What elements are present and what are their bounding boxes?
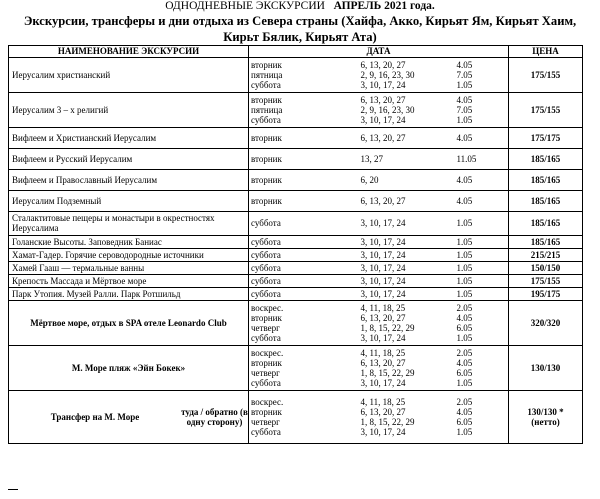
dates: 6, 13, 20, 27 [360, 357, 406, 368]
weekday: воскрес. [251, 347, 284, 358]
price-cell [509, 211, 583, 235]
dates: 3, 10, 17, 24 [360, 377, 406, 388]
weekday: суббота [251, 114, 281, 125]
time: 1.05 [456, 262, 473, 273]
header-title: ОДНОДНЕВНЫЕ ЭКСКУРСИИ [165, 0, 325, 12]
dates: 3, 10, 17, 24 [360, 426, 406, 437]
price: 175/155 [530, 275, 561, 286]
header-month: АПРЕЛЬ 2021 года. [333, 0, 435, 12]
excursion-name: Мёртвое море, отдых в SPA отеле Leonardo Club [9, 300, 249, 345]
dates: 13, 27 [360, 153, 383, 164]
table-row [9, 274, 583, 287]
date-line [361, 60, 509, 70]
time: 1.05 [456, 426, 473, 437]
weekday: четверг [251, 367, 280, 378]
price: 185/165 [530, 236, 561, 247]
price: 185/165 [530, 218, 561, 228]
table-row [9, 148, 583, 169]
date-line [361, 218, 509, 228]
dates-cell [359, 248, 509, 261]
time: 4.05 [456, 94, 473, 105]
dates-cell [359, 211, 509, 235]
dates-cell [359, 300, 509, 345]
date-line [361, 237, 509, 247]
dates-cell [359, 345, 509, 390]
weekday: суббота [251, 332, 281, 343]
price: 175/155 [530, 104, 561, 115]
dates: 6, 13, 20, 27 [360, 406, 406, 417]
price-cell [509, 274, 583, 287]
time: 2.05 [456, 302, 473, 313]
date-line [361, 115, 509, 125]
weekday: вторник [251, 132, 282, 143]
table-row [9, 169, 583, 190]
price-cell [509, 235, 583, 248]
weekday: суббота [251, 236, 281, 247]
weekday: пятница [251, 69, 283, 80]
date-line [361, 80, 509, 90]
date-line [361, 417, 509, 427]
header-line-1 [0, 0, 600, 12]
dates-cell [359, 92, 509, 127]
date-line [361, 333, 509, 343]
date-line [361, 323, 509, 333]
price-cell [509, 148, 583, 169]
date-line [361, 407, 509, 417]
price: 150/150 [530, 262, 561, 273]
time: 6.05 [456, 322, 473, 333]
date-line [361, 348, 509, 358]
table-row [9, 287, 583, 300]
date-line [361, 250, 509, 260]
time: 1.05 [456, 332, 473, 343]
excursion-name: Хамат-Гадер. Горячие сероводородные источники [9, 248, 249, 261]
price: 130/130 [530, 362, 561, 373]
date-line [361, 196, 509, 206]
excursion-name-cell [9, 390, 249, 443]
dates: 3, 10, 17, 24 [360, 236, 406, 247]
excursion-name: Сталактитовые пещеры и монастыри в окрестностях Иерусалима [9, 211, 249, 235]
price: 175/175 [530, 132, 561, 143]
weekday: вторник [251, 174, 282, 185]
weekday-cell [249, 211, 359, 235]
weekday: суббота [251, 218, 281, 228]
time: 1.05 [456, 218, 473, 228]
time: 4.05 [456, 59, 473, 70]
price: 320/320 [530, 317, 561, 328]
price-cell [509, 127, 583, 148]
dates: 6, 13, 20, 27 [360, 312, 406, 323]
date-line [361, 368, 509, 378]
table-row [9, 390, 583, 443]
weekday: суббота [251, 79, 281, 90]
date-line [361, 263, 509, 273]
dates: 3, 10, 17, 24 [360, 249, 406, 260]
weekday-cell [249, 345, 359, 390]
excursion-name: Вифлеем и Русский Иерусалим [9, 148, 249, 169]
dates: 1, 8, 15, 22, 29 [360, 416, 415, 427]
excursion-name: Голанские Высоты. Заповедник Баниас [9, 235, 249, 248]
weekday: вторник [251, 312, 282, 323]
price: 185/165 [530, 195, 561, 206]
table-row [9, 345, 583, 390]
dates-cell [359, 169, 509, 190]
weekday-cell [249, 57, 359, 92]
dates-cell [359, 390, 509, 443]
weekday: воскрес. [251, 396, 284, 407]
price: 130/130 * [527, 406, 564, 417]
dates: 4, 11, 18, 25 [360, 302, 406, 313]
weekday: воскрес. [251, 302, 284, 313]
price-cell [509, 345, 583, 390]
weekday-cell [249, 261, 359, 274]
table-row [9, 57, 583, 92]
excursion-note: туда / обратно (в одну сторону) [181, 406, 248, 427]
dates-cell [359, 127, 509, 148]
weekday: суббота [251, 275, 281, 286]
dates: 4, 11, 18, 25 [360, 347, 406, 358]
dates: 6, 13, 20, 27 [360, 59, 406, 70]
excursion-name: М. Море пляж «Эйн Бокек» [9, 345, 249, 390]
price-cell [509, 190, 583, 211]
dates-cell [359, 274, 509, 287]
dates: 3, 10, 17, 24 [360, 114, 406, 125]
weekday: суббота [251, 426, 281, 437]
excursion-name: Вифлеем и Христианский Иерусалим [9, 127, 249, 148]
excursion-name: Иерусалим христианский [9, 57, 249, 92]
weekday: вторник [251, 59, 282, 70]
date-line [361, 133, 509, 143]
price-cell [509, 261, 583, 274]
dates: 2, 9, 16, 23, 30 [360, 104, 415, 115]
dates-cell [359, 261, 509, 274]
time: 1.05 [456, 114, 473, 125]
dates: 3, 10, 17, 24 [360, 275, 406, 286]
weekday-cell [249, 92, 359, 127]
weekday-cell [249, 148, 359, 169]
time: 7.05 [456, 104, 473, 115]
header-subtitle: Экскурсии, трансферы и дни отдыха из Севера страны (Хайфа, Акко, Кирьят Ям, Кирьят Хаим, [23, 14, 577, 28]
footer-divider [8, 489, 18, 490]
price-cell [509, 92, 583, 127]
time: 2.05 [456, 396, 473, 407]
date-line [361, 154, 509, 164]
dates-cell [359, 235, 509, 248]
header-subtitle-cities: Кирьт Бялик, Кирьят Ата) [223, 30, 377, 44]
dates: 6, 20 [360, 174, 379, 185]
weekday: четверг [251, 416, 280, 427]
weekday-cell [249, 390, 359, 443]
table-row [9, 127, 583, 148]
dates: 3, 10, 17, 24 [360, 218, 406, 228]
date-line [361, 289, 509, 299]
date-line [361, 105, 509, 115]
weekday-cell [249, 235, 359, 248]
dates: 2, 9, 16, 23, 30 [360, 69, 415, 80]
weekday: суббота [251, 262, 281, 273]
price: 195/175 [530, 288, 561, 299]
dates-cell [359, 57, 509, 92]
weekday: суббота [251, 377, 281, 388]
excursion-name: Иерусалим Подземный [9, 190, 249, 211]
excursions-table [8, 45, 583, 444]
dates: 6, 13, 20, 27 [360, 132, 406, 143]
date-line [361, 276, 509, 286]
time: 4.05 [456, 174, 473, 185]
dates: 3, 10, 17, 24 [360, 79, 406, 90]
weekday: вторник [251, 406, 282, 417]
weekday-cell [249, 287, 359, 300]
date-line [361, 378, 509, 388]
weekday-cell [249, 300, 359, 345]
date-line [361, 427, 509, 437]
excursion-name: Парк Утопия. Музей Ралли. Парк Ротшильд [9, 287, 249, 300]
time: 1.05 [456, 236, 473, 247]
time: 4.05 [456, 312, 473, 323]
weekday: суббота [251, 249, 281, 260]
dates-cell [359, 190, 509, 211]
price-cell [509, 287, 583, 300]
dates: 6, 13, 20, 27 [360, 94, 406, 105]
weekday-cell [249, 127, 359, 148]
weekday: вторник [251, 195, 282, 206]
excursion-name: Хамей Гааш — термальные ванны [9, 261, 249, 274]
time: 4.05 [456, 406, 473, 417]
price: 175/155 [530, 69, 561, 80]
dates-cell [359, 148, 509, 169]
date-line [361, 358, 509, 368]
dates-cell [359, 287, 509, 300]
weekday: четверг [251, 322, 280, 333]
excursion-name: Иерусалим 3 – х религий [9, 92, 249, 127]
time: 7.05 [456, 69, 473, 80]
table-row [9, 190, 583, 211]
time: 4.05 [456, 195, 473, 206]
column-name-header: НАИМЕНОВАНИЕ ЭКСКУРСИИ [9, 46, 249, 58]
date-line [361, 70, 509, 80]
price-cell [509, 248, 583, 261]
price: (нетто) [531, 416, 560, 427]
time: 11.05 [456, 153, 477, 164]
dates: 3, 10, 17, 24 [360, 262, 406, 273]
table-header-row [9, 46, 583, 58]
time: 2.05 [456, 347, 473, 358]
weekday-cell [249, 274, 359, 287]
weekday-cell [249, 190, 359, 211]
price: 215/215 [530, 249, 561, 260]
price: 185/165 [530, 174, 561, 185]
excursion-name: Крепость Массада и Мёртвое море [9, 274, 249, 287]
excursion-name: Трансфер на М. Море [50, 411, 140, 422]
dates: 3, 10, 17, 24 [360, 332, 406, 343]
date-line [361, 313, 509, 323]
price-cell [509, 390, 583, 443]
table-row [9, 261, 583, 274]
table-row [9, 300, 583, 345]
dates: 4, 11, 18, 25 [360, 396, 406, 407]
weekday-cell [249, 248, 359, 261]
time: 6.05 [456, 367, 473, 378]
time: 1.05 [456, 288, 473, 299]
weekday: суббота [251, 288, 281, 299]
time: 1.05 [456, 377, 473, 388]
excursion-name: Вифлеем и Православный Иерусалим [9, 169, 249, 190]
table-row [9, 235, 583, 248]
time: 4.05 [456, 357, 473, 368]
dates: 3, 10, 17, 24 [360, 288, 406, 299]
price-cell [509, 57, 583, 92]
price-cell [509, 169, 583, 190]
date-line [361, 397, 509, 407]
date-line [361, 95, 509, 105]
time: 6.05 [456, 416, 473, 427]
dates: 1, 8, 15, 22, 29 [360, 367, 415, 378]
column-price-header: ЦЕНА [509, 46, 583, 58]
time: 1.05 [456, 249, 473, 260]
weekday: вторник [251, 357, 282, 368]
dates: 1, 8, 15, 22, 29 [360, 322, 415, 333]
weekday: вторник [251, 153, 282, 164]
price-cell [509, 300, 583, 345]
table-row [9, 92, 583, 127]
weekday: вторник [251, 94, 282, 105]
date-line [361, 303, 509, 313]
time: 1.05 [456, 79, 473, 90]
table-row [9, 248, 583, 261]
column-date-header: ДАТА [249, 46, 509, 58]
time: 1.05 [456, 275, 473, 286]
price: 185/165 [530, 153, 561, 164]
time: 4.05 [456, 132, 473, 143]
weekday: пятница [251, 104, 283, 115]
table-row [9, 211, 583, 235]
dates: 6, 13, 20, 27 [360, 195, 406, 206]
weekday-cell [249, 169, 359, 190]
date-line [361, 175, 509, 185]
